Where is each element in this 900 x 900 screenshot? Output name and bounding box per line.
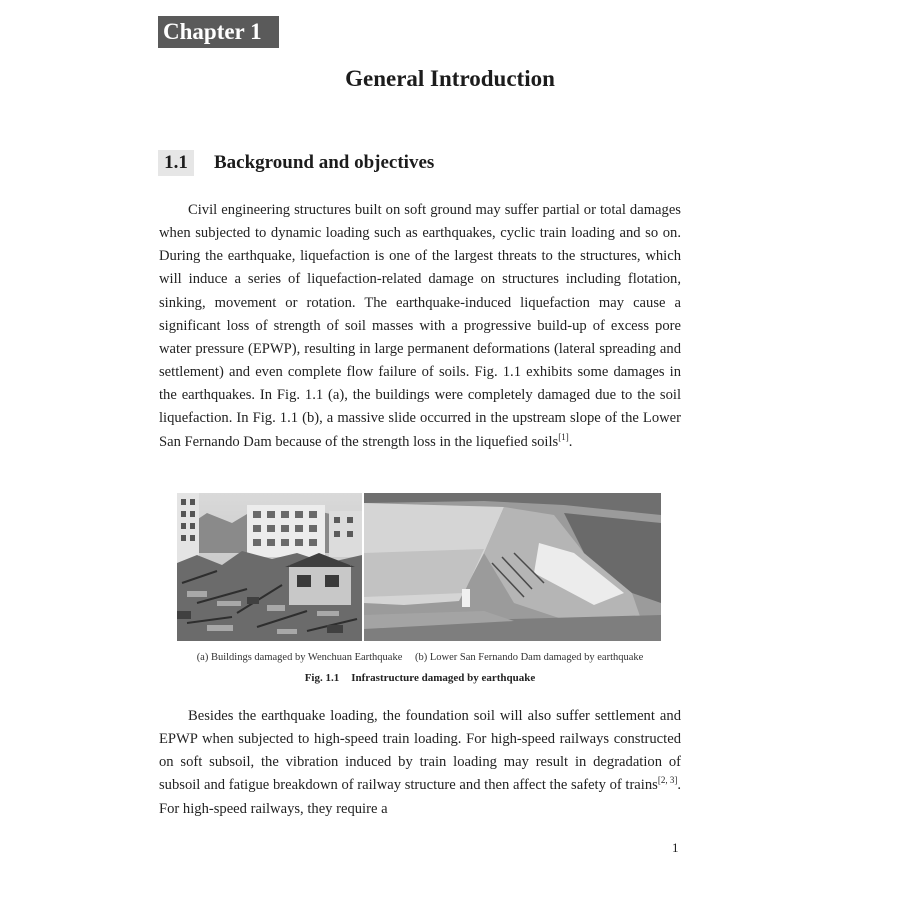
- subcaption-a: (a) Buildings damaged by Wenchuan Earthquake: [196, 652, 403, 663]
- figure-caption-text: Infrastructure damaged by earthquake: [351, 672, 536, 684]
- chapter-label: Chapter 1: [158, 16, 279, 48]
- figure-subcaptions: [0, 652, 840, 663]
- page-number: 1: [672, 840, 679, 855]
- paragraph-end: .: [568, 433, 573, 450]
- section-title: Background and objectives: [214, 152, 435, 173]
- figure-caption: [0, 672, 840, 684]
- paragraph-text: Besides the earthquake loading, the foundation soil will also suffer settlement and EPWP when subjected to high-speed train loading. For high-speed railways constructed on soft subsoil, the vibration induced by train loading may result in degradation of subsoil and fatigue breakdown of railway structure and then affect the safety of trains: [159, 708, 681, 794]
- body-paragraph-2: [159, 705, 681, 821]
- section-number: 1.1: [158, 150, 194, 176]
- citation-ref[interactable]: [1]: [558, 431, 569, 442]
- citation-ref[interactable]: [2, 3]: [657, 775, 678, 786]
- body-paragraph-1: [159, 199, 681, 454]
- photo-dam-damaged: [364, 493, 661, 641]
- subcaption-b: (b) Lower San Fernando Dam damaged by earthquake: [415, 652, 644, 663]
- figure-1-1: [177, 493, 662, 641]
- chapter-title: General Introduction: [345, 66, 555, 91]
- figure-number: Fig. 1.1: [304, 672, 340, 684]
- paragraph-continuation: . For high-speed railways, they require a: [159, 777, 681, 817]
- paragraph-text: Civil engineering structures built on soft ground may suffer partial or total damages when subjected to dynamic loading such as earthquakes, cyclic train loading and so on. During the earthquake, liquefaction is one of the largest threats to the structures, which will induce a series of liquefaction-related damage on structures including flotation, sinking, movement or rotation. The earthquake-induced liquefaction may cause a significant loss of strength of soil masses with a progressive build-up of excess pore water pressure (EPWP), resulting in large permanent deformations (lateral spreading and settlement) and even complete flow failure of soils. Fig. 1.1 exhibits some damages in the earthquakes. In Fig. 1.1 (a), the buildings were completely damaged due to the soil liquefaction. In Fig. 1.1 (b), a massive slide occurred in the upstream slope of the Lower San Fernando Dam because of the strength loss in the liquefied soils: [159, 202, 681, 450]
- photo-buildings-damaged: [177, 493, 362, 641]
